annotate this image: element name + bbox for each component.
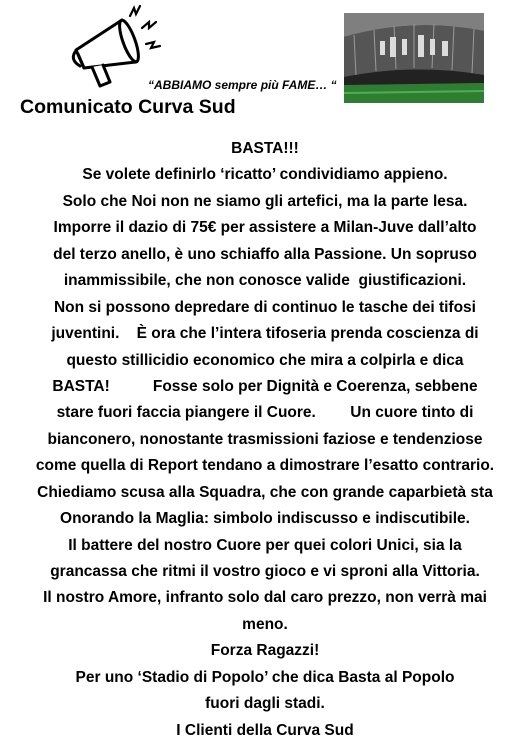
statement-line: I Clienti della Curva Sud [176,721,354,739]
statement-line: Imporre il dazio di 75€ per assistere a Milan-Juve dall’alto [53,219,477,237]
page-title: Comunicato Curva Sud [20,96,236,118]
statement-line: del terzo anello, è uno schiaffo alla Passione. Un sopruso [53,245,477,263]
statement-line: juventini. È ora che l’intera tifoseria prenda coscienza di [51,325,479,343]
statement-line: Forza Ragazzi! [210,642,320,660]
statement-line: Solo che Noi non ne siamo gli artefici, ma la parte lesa. [62,192,468,210]
statement-body [0,136,530,744]
statement-line: fuori dagli stadi. [205,695,325,713]
statement-line: stare fuori faccia piangere il Cuore. Un cuore tinto di [56,404,474,422]
statement-line: Per uno ‘Stadio di Popolo’ che dica Basta al Popolo [75,668,455,686]
statement-line: Onorando la Maglia: simbolo indiscusso e indiscutibile. [60,510,470,528]
statement-line: Il nostro Amore, infranto solo dal caro prezzo, non verrà mai [43,589,487,607]
statement-line: grancassa che ritmi il vostro gioco e vi sproni alla Vittoria. [50,563,480,580]
statement-line: come quella di Report tendano a dimostrare l’esatto contrario. [35,457,495,475]
header-slogan: “ABBIAMO sempre più FAME… “ [148,78,337,92]
statement-line: Non si possono depredare di continuo le tasche dei tifosi [53,298,476,316]
stadium-photo [344,13,484,103]
statement-line: Chiediamo scusa alla Squadra, che con grande caparbietà sta [37,483,493,501]
statement-line: meno. [242,615,288,633]
statement-line: BASTA! Fosse solo per Dignità e Coerenza, sebbene [52,377,478,395]
statement-line: Se volete definirlo ‘ricatto’ condividiamo appieno. [82,166,448,184]
statement-line: questo stillicidio economico che mira a colpirla e dica [66,351,464,369]
statement-line: Il battere del nostro Cuore per quei colori Unici, sia la [68,536,462,554]
statement-line: bianconero, nonostante trasmissioni faziose e tendenziose [47,430,483,448]
statement-line: inammissibile, che non conosce valide giustificazioni. [63,272,467,290]
statement-line: BASTA!!! [231,140,299,157]
